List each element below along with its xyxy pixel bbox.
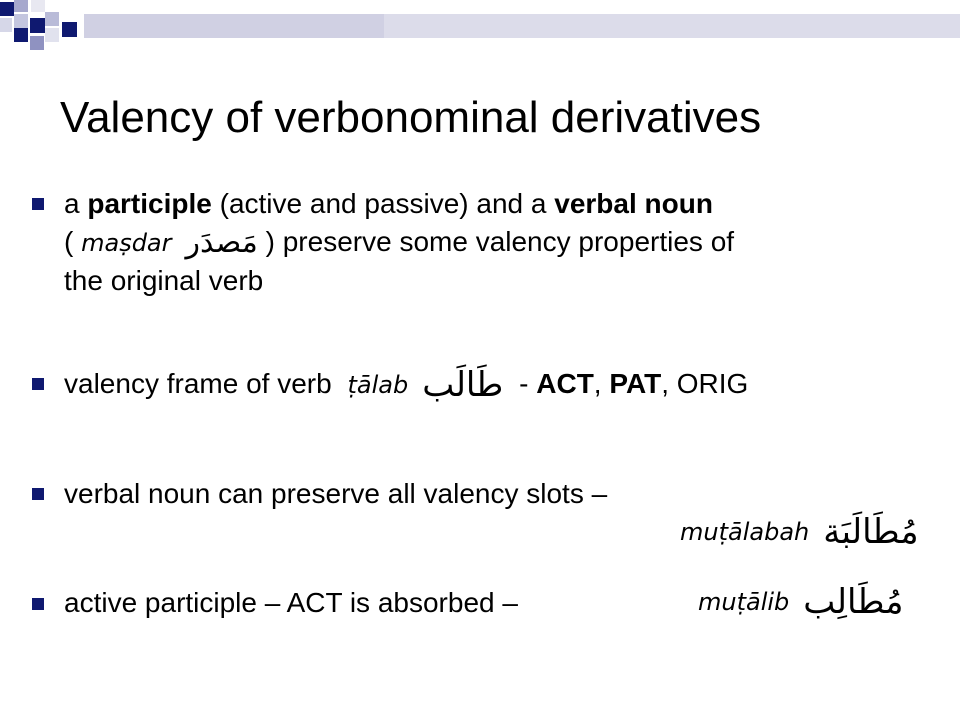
text: active participle – ACT is absorbed – [64,587,518,618]
text: ) preserve some valency properties of [257,226,735,257]
mutalabah-word-image [680,512,919,552]
text: a [64,188,88,219]
term-verbal-noun: verbal noun [554,188,713,219]
text: ( [64,226,82,257]
role-pat: PAT [609,368,662,399]
talab-word-image [347,366,503,404]
bullet-square-icon [32,488,44,500]
term-participle: participle [87,188,212,219]
bullet-item-2 [64,365,936,404]
transliteration: muṭālib [698,588,790,616]
transliteration: maṣdar [81,229,172,257]
text: the original verb [64,265,264,296]
arabic-word: طَالَب [422,365,504,405]
transliteration: ṭālab [347,371,409,399]
arabic-word: مُطَالَبَة [823,512,919,552]
arabic-word: مُطَالِب [803,582,904,622]
bullet-square-icon [32,598,44,610]
bullet-square-icon [32,378,44,390]
text: , ORIG [661,368,749,399]
bullet-item-3 [64,475,936,513]
text: , [593,368,610,399]
slide-title: Valency of verbonominal derivatives [60,93,762,142]
text: - [511,368,537,399]
transliteration: muṭālabah [680,518,810,546]
text: verbal noun can preserve all valency slots – [64,478,608,509]
arabic-word: مَصدَر [185,225,258,260]
masdar-word-image [81,224,258,262]
bullet-square-icon [32,198,44,210]
text: (active and passive) and a [211,188,555,219]
text: valency frame of verb [64,368,340,399]
role-act: ACT [536,368,594,399]
mutalib-word-image [698,582,904,622]
bullet-item-1 [64,185,936,300]
